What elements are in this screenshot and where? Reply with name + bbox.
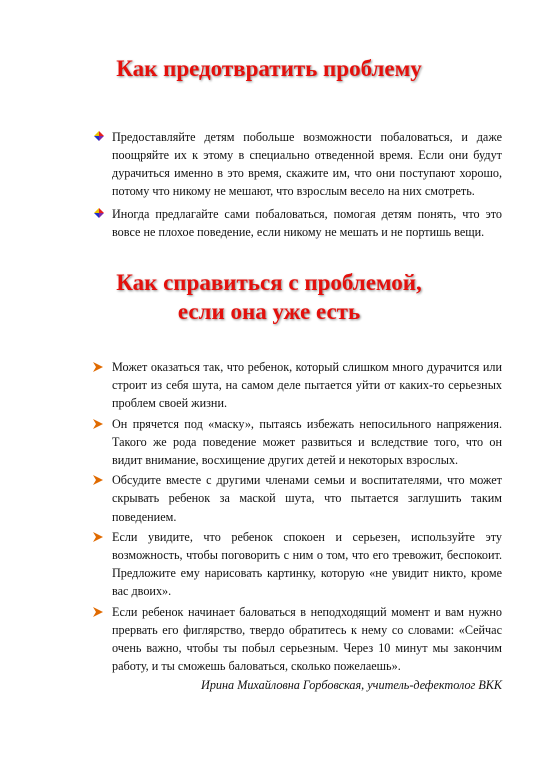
coping-list [90, 358, 502, 675]
list-item [90, 603, 502, 676]
arrow-bullet-icon [90, 604, 108, 620]
list-item-text: Если ребенок начинает баловаться в неподходящий момент и вам нужно прервать его фиглярство, твердо обратитесь к нему со словами: «Сейчас очень важно, чтобы ты побыл серьезным. Через 10 минут мы закончим работу, и ты сможешь баловаться, сколько пожелаешь». [112, 604, 502, 674]
list-item-text: Он прячется под «маску», пытаясь избежать непосильного напряжения. Такого же рода поведение может развиться и вследствие того, что он видит внимание, восхищение других детей и некоторых взрослых. [112, 416, 502, 468]
list-item [90, 528, 502, 601]
list-item [90, 415, 502, 470]
section1-title: Как предотвратить проблему [116, 56, 422, 81]
list-item [90, 471, 502, 526]
colored-diamond-icon [90, 129, 108, 145]
section2-title-line1: Как справиться с проблемой, [116, 270, 422, 295]
prevention-list [90, 128, 502, 241]
list-item-text: Обсудите вместе с другими членами семьи и воспитателями, что может скрывать ребенок за маской шута, что пытается заглушить таким поведением. [112, 473, 502, 524]
colored-diamond-icon [90, 206, 108, 222]
list-item [90, 205, 502, 241]
arrow-bullet-icon [90, 359, 108, 375]
section2-title [0, 268, 538, 326]
section2-title-line2: если она уже есть [177, 299, 361, 324]
list-item [90, 128, 502, 200]
arrow-bullet-icon [90, 416, 108, 432]
list-item [90, 358, 502, 413]
list-item-text: Предоставляйте детям побольше возможности побаловаться, и даже поощряйте их к этому в специально отведенной время. Если они будут дурачиться именно в это время, скажите им, что они поступают хорошо, потому что никому не мешают, что взрослым весело на них смотреть. [112, 130, 502, 198]
arrow-bullet-icon [90, 472, 108, 488]
list-item-text: Если увидите, что ребенок спокоен и серьезен, используйте эту возможность, чтобы поговорить с ним о том, что его тревожит, беспокоит. Предложите ему нарисовать картинку, которую «не увидит никто, кроме вас двоих». [112, 529, 502, 599]
list-item-text: Иногда предлагайте сами побаловаться, помогая детям понять, что это вовсе не плохое поведение, если никому не мешать и не портишь вещи. [112, 207, 502, 239]
author-signature: Ирина Михайловна Горбовская, учитель-дефектолог ВКК [201, 678, 502, 692]
arrow-bullet-icon [90, 529, 108, 545]
list-item-text: Может оказаться так, что ребенок, который слишком много дурачится или строит из себя шута, на самом деле пытается уйти от каких-то серьезных проблем своей жизни. [112, 360, 502, 411]
